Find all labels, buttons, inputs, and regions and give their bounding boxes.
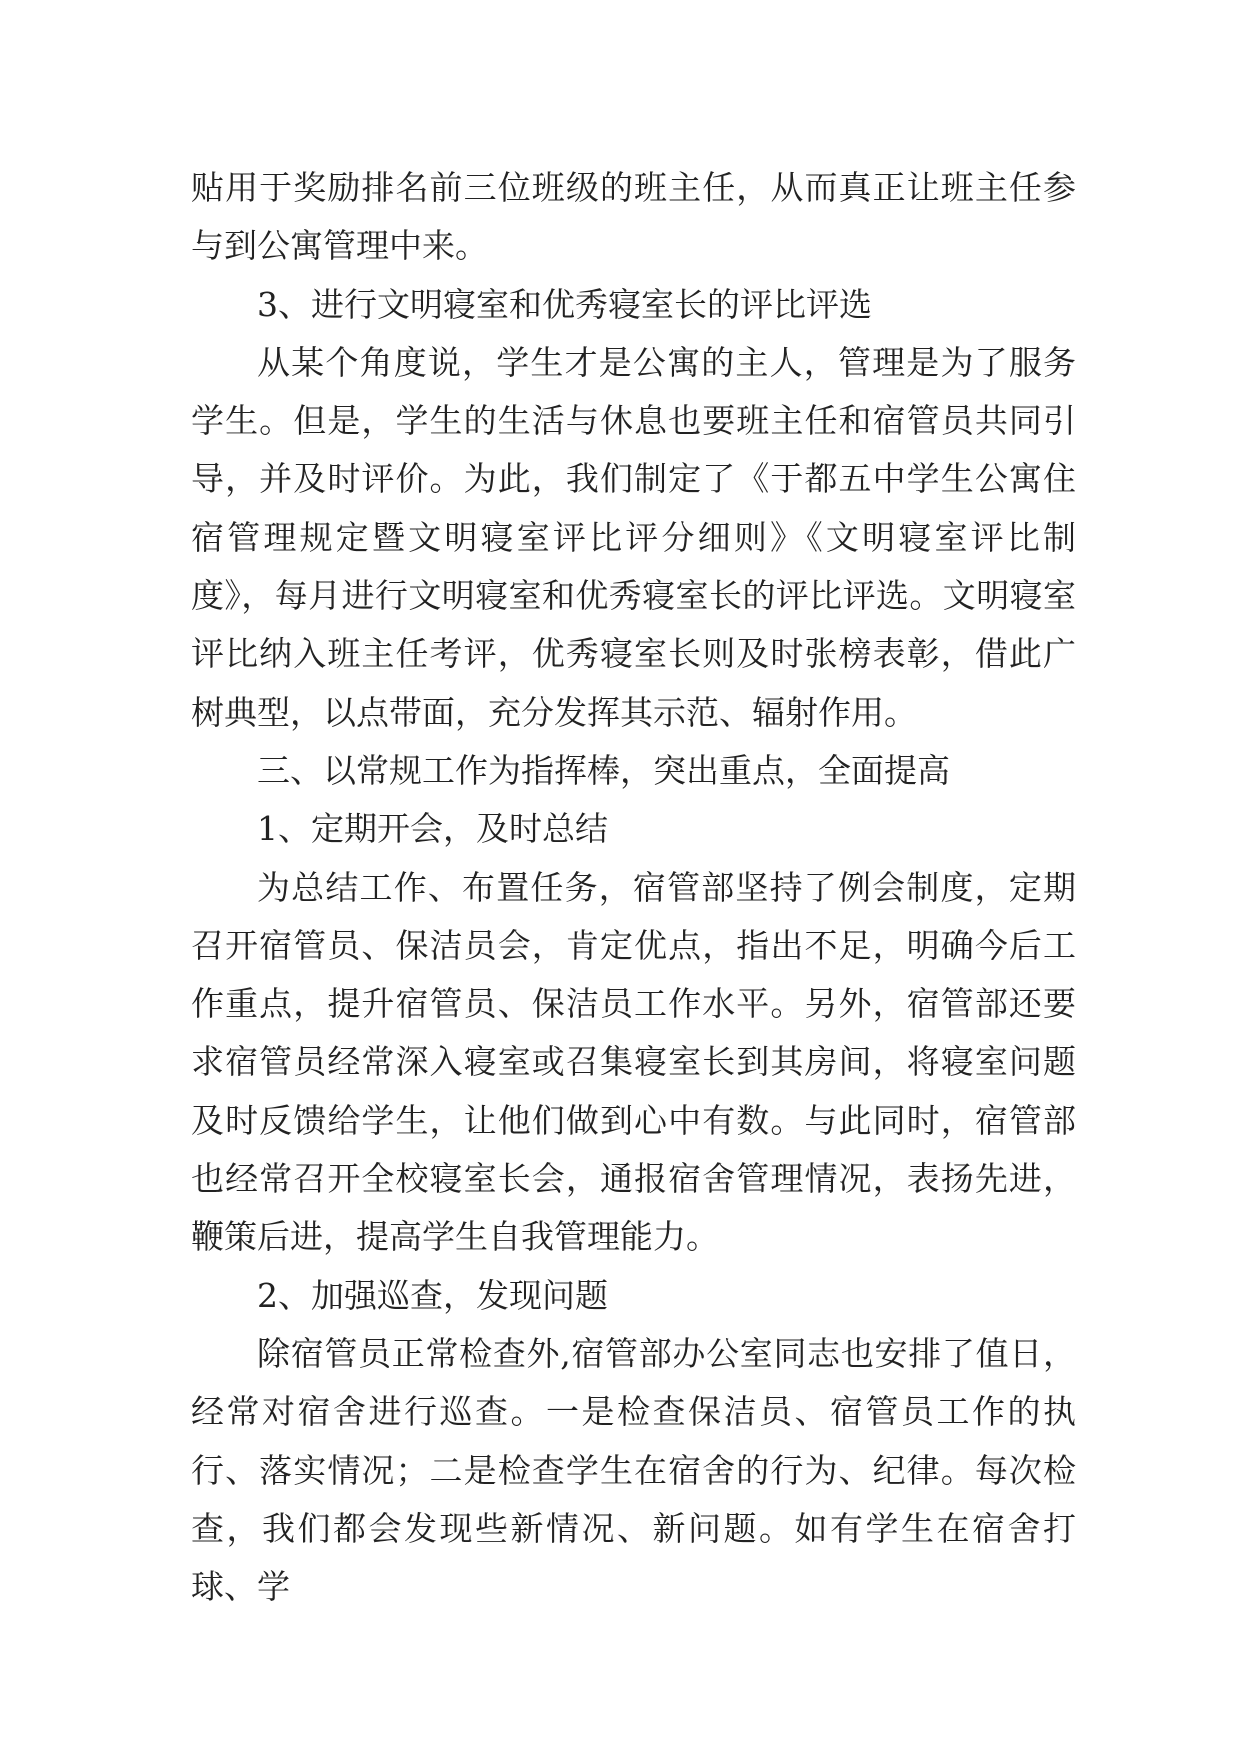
- section-heading: 三、以常规工作为指挥棒，突出重点，全面提高: [257, 750, 950, 790]
- section-heading: 2、加强巡查，发现问题: [257, 1275, 608, 1315]
- document-body: [191, 159, 1076, 1616]
- paragraph: 除宿管员正常检查外,宿管部办公室同志也安排了值日，经常对宿舍进行巡查。一是检查保洁员、宿管员工作的执行、落实情况；二是检查学生在宿舍的行为、纪律。每次检查，我们都会发现些新情况、新问题。如有学生在宿舍打球、学: [191, 1333, 1076, 1607]
- paragraph: 从某个角度说，学生才是公寓的主人，管理是为了服务学生。但是，学生的生活与休息也要班主任和宿管员共同引导，并及时评价。为此，我们制定了《于都五中学生公寓住宿管理规定暨文明寝室评比评分细则》《文明寝室评比制度》，每月进行文明寝室和优秀寝室长的评比评选。文明寝室评比纳入班主任考评，优秀寝室长则及时张榜表彰，借此广树典型，以点带面，充分发挥其示范、辐射作用。: [191, 342, 1076, 732]
- paragraph: 为总结工作、布置任务，宿管部坚持了例会制度，定期召开宿管员、保洁员会，肯定优点，指出不足，明确今后工作重点，提升宿管员、保洁员工作水平。另外，宿管部还要求宿管员经常深入寝室或召集寝室长到其房间，将寝室问题及时反馈给学生，让他们做到心中有数。与此同时，宿管部也经常召开全校寝室长会，通报宿舍管理情况，表扬先进，鞭策后进，提高学生自我管理能力。: [191, 867, 1076, 1257]
- section-heading: 3、进行文明寝室和优秀寝室长的评比评选: [257, 284, 872, 324]
- section-heading: 1、定期开会，及时总结: [257, 809, 608, 849]
- paragraph: 贴用于奖励排名前三位班级的班主任，从而真正让班主任参与到公寓管理中来。: [191, 168, 1076, 266]
